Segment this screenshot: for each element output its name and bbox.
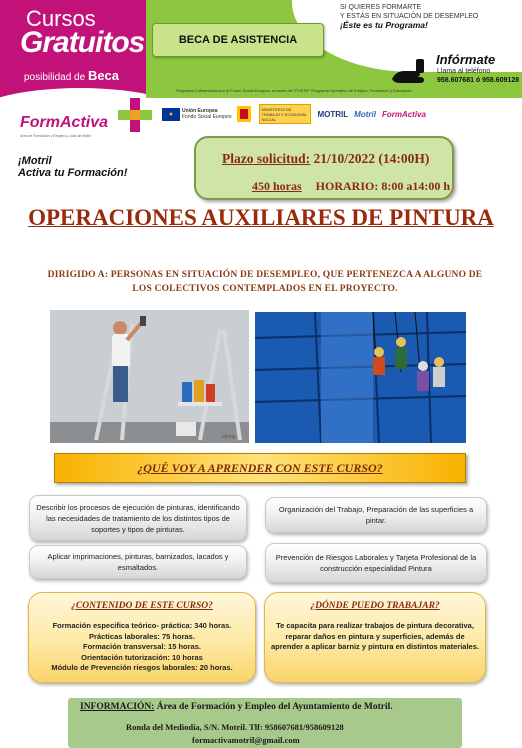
content-line: Formación especifica teórico- práctica: 340 horas. [52,621,232,630]
content-line: Módulo de Prevención riesgos laborales: 20 horas. [51,663,233,672]
job-prospects-text: Te capacita para realizar trabajos de pintura decorativa, reparar daños en pintura y superficies, además de aprender a aplicar barniz y pintura en distintos materiales. [271,621,479,651]
content-line: Formación transversal: 15 horas. [83,642,201,651]
motril-logo: MOTRIL [317,109,349,119]
footer-info-label: INFORMACIÓN: [80,702,155,712]
motril-slogan-line2: Activa tu Formación! [18,167,128,179]
crest-icon [237,106,251,122]
footer-org: Área de Formación y Empleo del Ayuntamiento de Motril. [154,702,393,712]
course-hours: 450 horas [252,179,302,193]
eu-flag-icon: ★ [162,108,180,121]
learn-item-coatings: Aplicar imprimaciones, pinturas, barnizados, lacados y esmaltados. [29,545,247,579]
learn-item-painting-processes: Describir los procesos de ejecución de pinturas, identificando las necesidades de tratamiento de los distintos tipos de soportes y tipos de pinturas. [29,495,247,541]
facade-painters-photo [255,312,466,443]
eu-logo-sub: Fondo Social Europeo [182,114,232,120]
informate-title: Infórmate [436,52,496,67]
formactiva-logo [20,114,108,132]
motril-slogan [18,155,127,179]
formactiva-name: FormActiva [20,114,109,131]
brand-panel [0,0,146,108]
brand-line2: Gratuitos [20,26,145,59]
slogan-line2: Y ESTÁS EN SITUACIÓN DE DESEMPLEO [340,13,479,20]
footer-address: Ronda del Mediodía, S/N. Motril. Tlf: 958607681/958609128 [126,722,344,732]
target-audience: DIRIGIDO A: PERSONAS EN SITUACIÓN DE DESEMPLEO, QUE PERTENEZCA A ALGUNO DE LOS COLECTIVOS CONTEMPLADOS EN EL PROYECTO. [47,270,483,294]
content-line: Prácticas laborales: 75 horas. [89,631,195,641]
course-content-box [28,592,256,683]
motril-employment-logo: Motril [354,109,376,119]
photo-credit: alamy [222,434,236,440]
course-schedule: HORARIO: 8:00 a14:00 h [315,179,451,193]
formactiva-small-logo: FormActiva [381,109,426,119]
course-content-list [35,621,249,674]
motril-slogan-line1: ¡Motril [18,155,52,167]
header-slogan [340,3,520,30]
job-prospects-heading: ¿DÓNDE PUEDO TRABAJAR? [310,601,440,611]
footer-info-line [80,702,393,712]
learn-item-organization: Organización del Trabajo, Preparación de las superficies a pintar. [265,497,487,533]
course-content-heading: ¿CONTENIDO DE ESTE CURSO? [71,601,213,611]
deadline-label: Plazo solicitud: [222,151,311,166]
job-prospects-box [264,592,486,683]
facade-painters-illustration [255,312,466,443]
slogan-line3: ¡Éste es tu Programa! [340,20,428,30]
painter-ladder-illustration [50,310,249,443]
hours-line [252,179,450,194]
content-line: Orientación tutorización: 10 horas [81,652,203,662]
funding-note: Programa Cofinanciado por el Fondo Social Europeo, a través del "POEFE" Programa Operativo de Empleo, Formación y Educación [176,88,412,93]
learn-item-risk-prevention: Prevención de Riesgos Laborales y Tarjeta Profesional de la construcción especialidad Pintura [265,543,487,583]
informate-sub: Llama al teléfono [437,68,491,75]
informate-phones[interactable]: 958.607681 ó 958.609128 [437,77,520,84]
brand-line1: Cursos [26,6,96,31]
footer-email[interactable]: formactivamotril@gmail.com [192,735,300,745]
beca-badge: BECA DE ASISTENCIA [152,23,324,57]
learn-question-banner: ¿QUÉ VOY A APRENDER CON ESTE CURSO? [54,453,466,483]
painter-ladder-photo [50,310,249,443]
brand-line3-prefix: posibilidad de [24,72,88,83]
formactiva-sub: Área de Formación y Empleo y Juan de Motril [20,134,92,138]
deadline-line [222,151,429,167]
plus-logo-icon [118,98,152,132]
slogan-line1: SI QUIERES FORMARTE [340,4,422,11]
eu-logo-text: Unión Europea [182,108,218,114]
deadline-box [194,136,454,200]
contact-footer [68,698,462,748]
spain-crest-logo [237,104,253,124]
sponsor-logos [162,102,518,126]
brand-line3 [24,68,119,83]
brand-line3-bold: Beca [87,68,120,83]
ministry-logo: MINISTERIO DE TRABAJO Y ECONOMÍA SOCIAL [259,104,311,124]
course-title: OPERACIONES AUXILIARES DE PINTURA [28,205,494,230]
phone-hand-icon [390,57,430,87]
deadline-date: 21/10/2022 (14:00H) [310,151,430,166]
eu-logo [162,104,231,124]
